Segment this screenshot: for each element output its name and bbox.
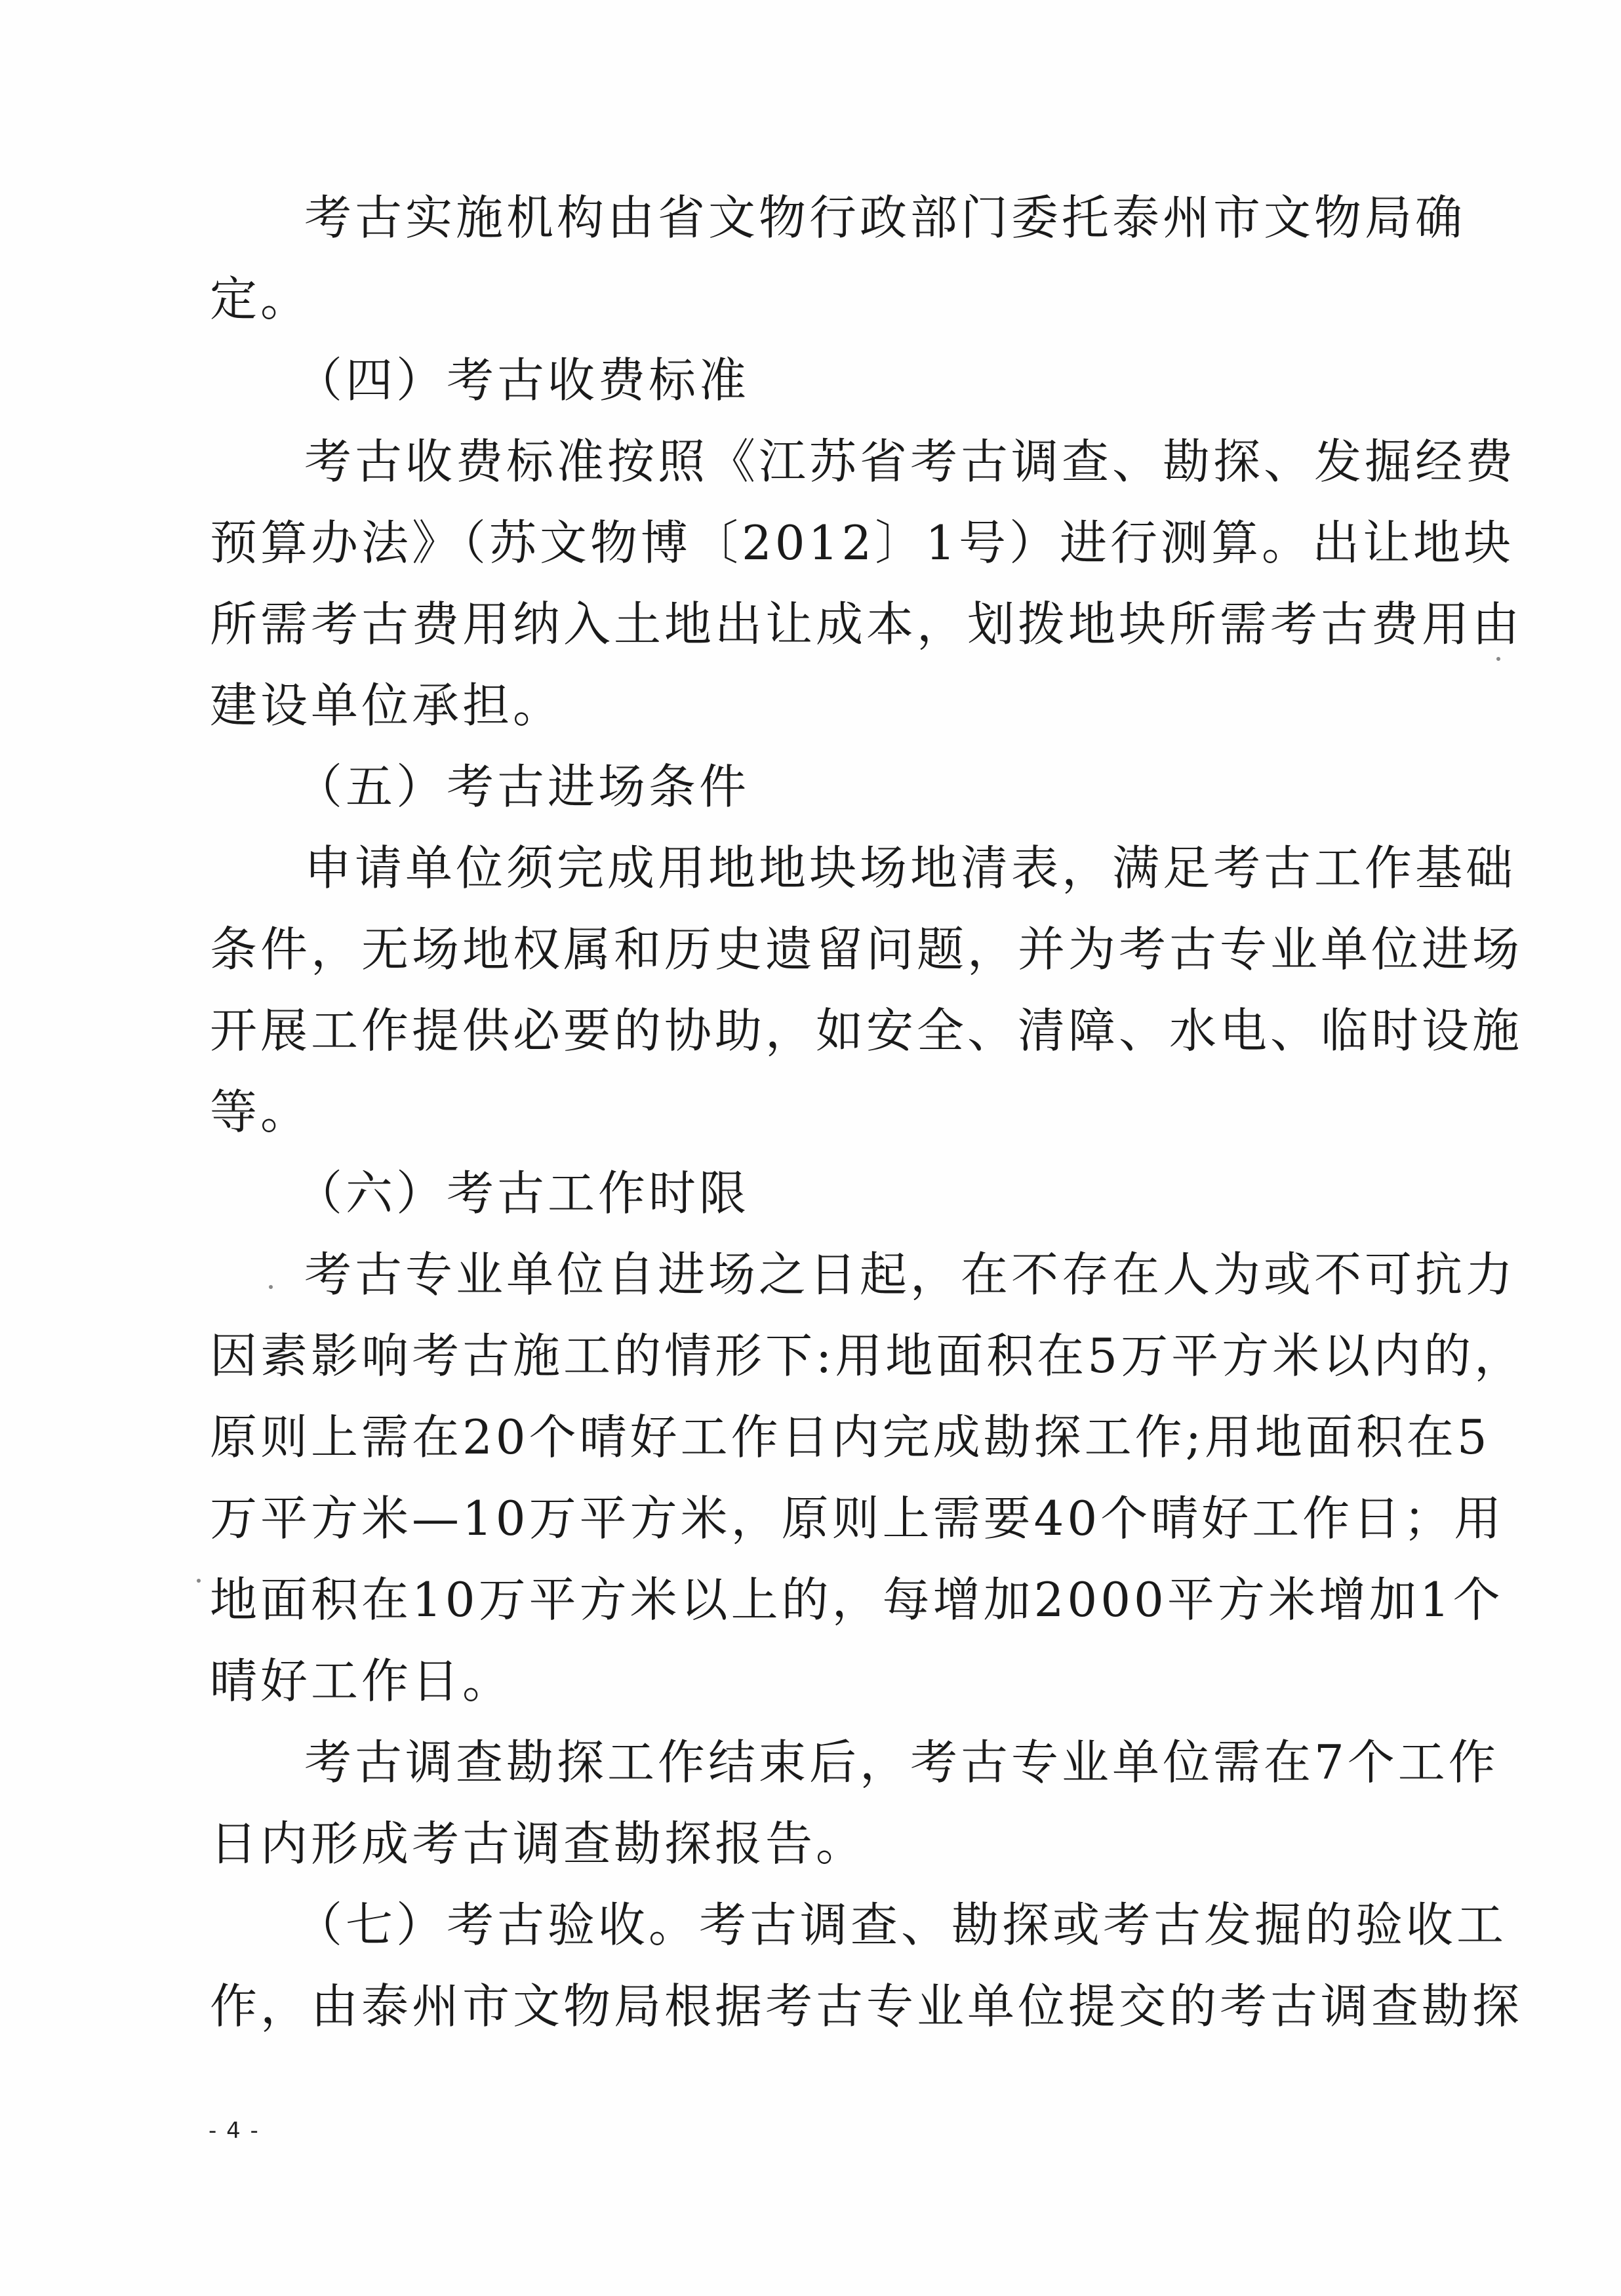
section-heading: （七）考古验收。考古调查、勘探或考古发掘的验收工 bbox=[295, 1897, 1508, 1952]
page-number: - 4 - bbox=[209, 2118, 260, 2144]
text-line: 日内形成考古调查勘探报告。 bbox=[210, 1816, 867, 1871]
text-line: 地面积在10万平方米以上的，每增加2000平方米增加1个 bbox=[210, 1572, 1504, 1627]
text-line: 因素影响考古施工的情形下:用地面积在5万平方米以内的， bbox=[210, 1328, 1525, 1383]
scan-speck bbox=[1496, 657, 1500, 661]
text-line: 开展工作提供必要的协助，如安全、清障、水电、临时设施 bbox=[210, 1003, 1523, 1058]
text-line: 考古实施机构由省文物行政部门委托泰州市文物局确 bbox=[304, 190, 1466, 245]
text-line: 原则上需在20个晴好工作日内完成勘探工作;用地面积在5 bbox=[210, 1410, 1491, 1465]
text-line: 考古专业单位自进场之日起，在不存在人为或不可抗力 bbox=[304, 1247, 1517, 1302]
section-heading: （四）考古收费标准 bbox=[295, 353, 750, 408]
section-heading: （五）考古进场条件 bbox=[295, 759, 750, 814]
body-text bbox=[210, 177, 1525, 2051]
text-line: 万平方米—10万平方米，原则上需要40个晴好工作日；用 bbox=[210, 1491, 1505, 1546]
text-line: 等。 bbox=[210, 1084, 311, 1139]
text-line: 预算办法》（苏文物博〔2012〕1号）进行测算。出让地块 bbox=[210, 515, 1515, 570]
text-line: 晴好工作日。 bbox=[210, 1653, 513, 1709]
text-line: 条件，无场地权属和历史遗留问题，并为考古专业单位进场 bbox=[210, 922, 1523, 977]
text-line: 考古调查勘探工作结束后，考古专业单位需在7个工作 bbox=[304, 1735, 1499, 1790]
text-line: 申请单位须完成用地地块场地清表，满足考古工作基础 bbox=[304, 841, 1517, 896]
text-line: 作，由泰州市文物局根据考古专业单位提交的考古调查勘探 bbox=[210, 1979, 1523, 2034]
section-heading: （六）考古工作时限 bbox=[295, 1166, 750, 1221]
text-line: 建设单位承担。 bbox=[210, 678, 564, 733]
text-line: 定。 bbox=[210, 271, 311, 327]
text-line: 考古收费标准按照《江苏省考古调查、勘探、发掘经费 bbox=[304, 434, 1517, 489]
scan-speck bbox=[269, 1285, 273, 1289]
text-line: 所需考古费用纳入土地出让成本，划拨地块所需考古费用由 bbox=[210, 597, 1523, 652]
scan-speck bbox=[197, 1579, 201, 1583]
